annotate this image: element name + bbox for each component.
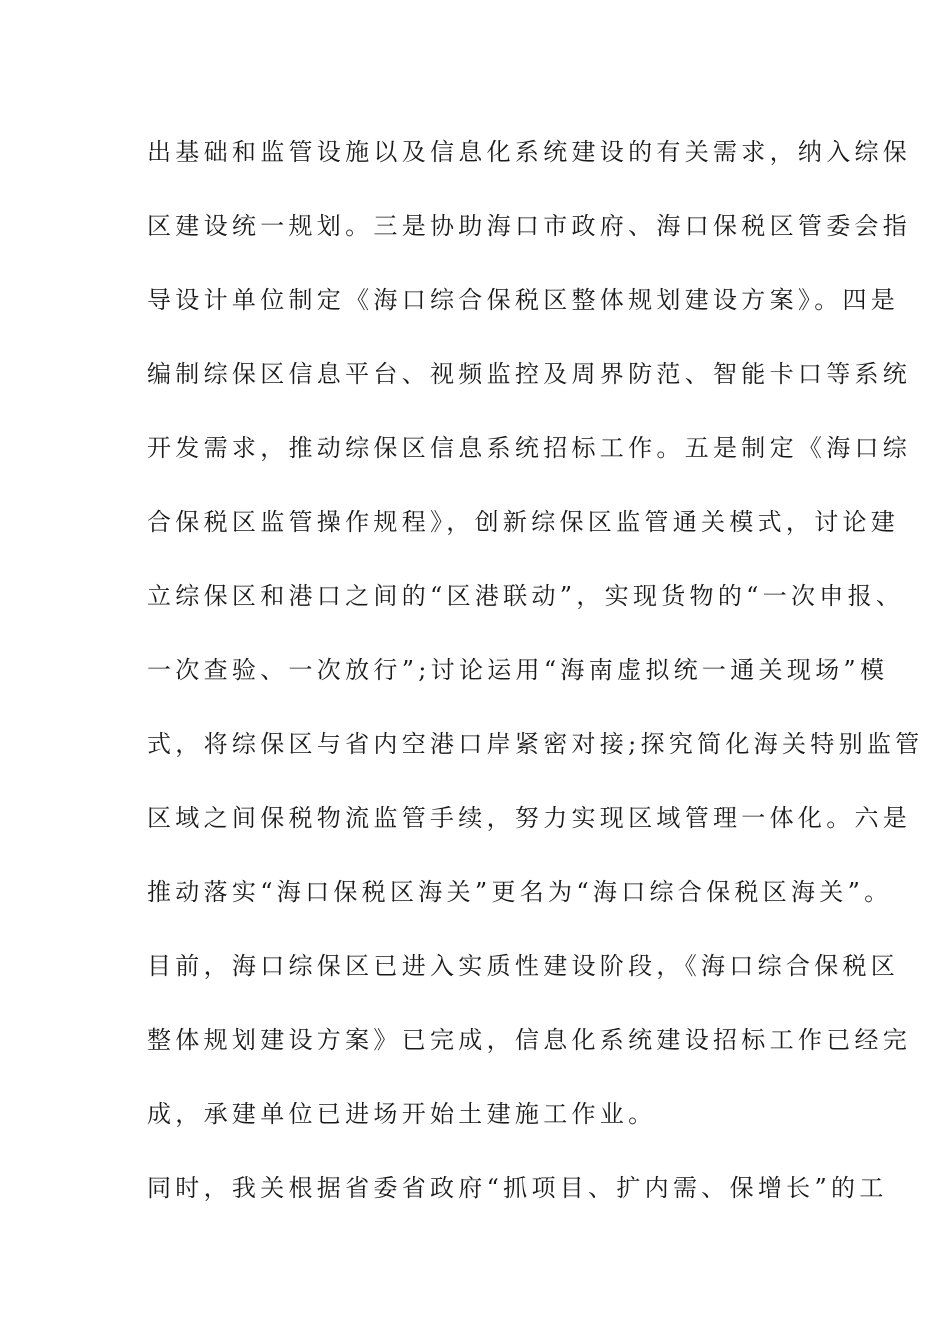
text-line: 立综保区和港口之间的“区港联动”，实现货物的“一次申报、 [147,582,905,610]
body-text [147,132,924,1242]
text-line: 区建设统一规划。三是协助海口市政府、海口保税区管委会指 [147,212,912,240]
text-line: 式，将综保区与省内空港口岸紧密对接;探究简化海关特别监管 [147,730,924,758]
text-line: 开发需求，推动综保区信息系统招标工作。五是制定《海口综 [147,434,912,462]
text-line: 同时，我关根据省委省政府“抓项目、扩内需、保增长”的工 [147,1174,888,1202]
text-line: 一次查验、一次放行”;讨论运用“海南虚拟统一通关现场”模 [147,656,889,684]
text-line: 出基础和监管设施以及信息化系统建设的有关需求，纳入综保 [147,138,912,166]
text-line: 整体规划建设方案》已完成，信息化系统建设招标工作已经完 [147,1026,912,1054]
text-line: 编制综保区信息平台、视频监控及周界防范、智能卡口等系统 [147,360,912,388]
text-line: 推动落实“海口保税区海关”更名为“海口综合保税区海关”。 [147,878,893,906]
text-line: 合保税区监管操作规程》，创新综保区监管通关模式，讨论建 [147,508,900,536]
text-line: 成，承建单位已进场开始土建施工作业。 [147,1100,657,1128]
text-line: 区域之间保税物流监管手续，努力实现区域管理一体化。六是 [147,804,912,832]
text-line: 目前，海口综保区已进入实质性建设阶段，《海口综合保税区 [147,952,900,980]
text-line: 导设计单位制定《海口综合保税区整体规划建设方案》。四是 [147,286,900,314]
